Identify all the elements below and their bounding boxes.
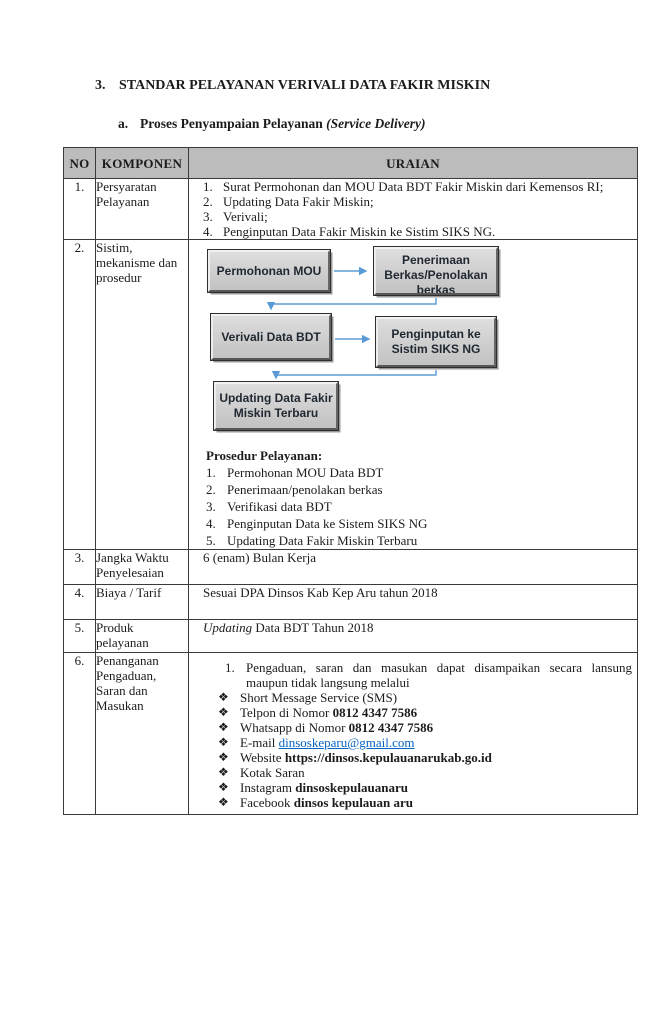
list-item: 1. Surat Permohonan dan MOU Data BDT Fakir Miskin dari Kemensos RI; bbox=[203, 179, 604, 194]
email-link[interactable]: dinsoskeparu@gmail.com bbox=[278, 735, 415, 750]
table-row-jangka-waktu bbox=[64, 550, 638, 585]
col-header-komponen: KOMPONEN bbox=[96, 148, 189, 179]
col-header-uraian: URAIAN bbox=[189, 148, 638, 179]
row5-uraian: Updating Data BDT Tahun 2018 bbox=[189, 620, 638, 653]
row2-komponen: Sistim, mekanisme dan prosedur bbox=[96, 240, 189, 550]
row6-komponen: Penanganan Pengaduan, Saran dan Masukan bbox=[96, 653, 189, 815]
subheading-letter: a. bbox=[118, 116, 129, 131]
list-item: 4. Penginputan Data Fakir Miskin ke Sistim SIKS NG. bbox=[203, 224, 496, 239]
diamond-bullet-icon: ❖ bbox=[218, 735, 229, 749]
bullet-item-email: ❖ E-mail dinsoskeparu@gmail.com bbox=[218, 735, 415, 750]
table-row-produk-pelayanan bbox=[64, 620, 638, 653]
subheading-italic: (Service Delivery) bbox=[326, 116, 426, 131]
pengaduan-paragraph: 1. Pengaduan, saran dan masukan dapat disampaikan secara lansung maupun tidak langsung melalui bbox=[225, 660, 632, 690]
flow-box-permohonan-mou: Permohonan MOU bbox=[208, 250, 330, 292]
section-heading bbox=[95, 78, 490, 94]
arrow-box4-box5 bbox=[276, 370, 436, 378]
bullet-item-whatsapp: ❖ Whatsapp di Nomor 0812 4347 7586 bbox=[218, 720, 434, 735]
list-item: 5. Updating Data Fakir Miskin Terbaru bbox=[206, 533, 418, 548]
row6-uraian bbox=[189, 653, 638, 815]
col-header-no: NO bbox=[64, 148, 96, 179]
bullet-item-sms: ❖ Short Message Service (SMS) bbox=[218, 690, 398, 705]
bullet-item-website: ❖ Website https://dinsos.kepulauanarukab.go.id bbox=[218, 750, 492, 765]
row5-komponen: Produk pelayanan bbox=[96, 620, 189, 653]
heading-number: 3. bbox=[95, 78, 106, 93]
diamond-bullet-icon: ❖ bbox=[218, 795, 229, 809]
service-standard-table bbox=[63, 147, 638, 815]
row1-uraian bbox=[189, 179, 638, 240]
diamond-bullet-icon: ❖ bbox=[218, 750, 229, 764]
heading-text: STANDAR PELAYANAN VERIVALI DATA FAKIR MISKIN bbox=[119, 78, 491, 93]
flow-box-penerimaan-berkas: Penerimaan Berkas/Penolakan berkas bbox=[374, 247, 498, 295]
row5-no: 5. bbox=[64, 620, 96, 653]
flow-box-updating-data: Updating Data Fakir Miskin Terbaru bbox=[214, 382, 338, 430]
list-item: 1. Permohonan MOU Data BDT bbox=[206, 465, 384, 480]
diamond-bullet-icon: ❖ bbox=[218, 780, 229, 794]
table-row-biaya-tarif bbox=[64, 585, 638, 620]
bullet-item-telpon: ❖ Telpon di Nomor 0812 4347 7586 bbox=[218, 705, 418, 720]
flow-box-penginputan-siks-ng: Penginputan ke Sistim SIKS NG bbox=[376, 317, 496, 367]
bullet-item-kotak-saran: ❖ Kotak Saran bbox=[218, 765, 305, 780]
table-header-row bbox=[64, 148, 638, 179]
row3-uraian: 6 (enam) Bulan Kerja bbox=[189, 550, 638, 585]
list-item: 2. Updating Data Fakir Miskin; bbox=[203, 194, 374, 209]
row3-no: 3. bbox=[64, 550, 96, 585]
row4-uraian: Sesuai DPA Dinsos Kab Kep Aru tahun 2018 bbox=[189, 585, 638, 620]
diamond-bullet-icon: ❖ bbox=[218, 765, 229, 779]
row4-komponen: Biaya / Tarif bbox=[96, 585, 189, 620]
row1-no: 1. bbox=[64, 179, 96, 240]
list-item: 3. Verivali; bbox=[203, 209, 268, 224]
list-item: 2. Penerimaan/penolakan berkas bbox=[206, 482, 383, 497]
table-row-penanganan-pengaduan bbox=[64, 653, 638, 815]
subheading-text: Proses Penyampaian Pelayanan bbox=[140, 116, 327, 131]
table-row-persyaratan bbox=[64, 179, 638, 240]
diamond-bullet-icon: ❖ bbox=[218, 705, 229, 719]
diamond-bullet-icon: ❖ bbox=[218, 690, 229, 704]
flow-box-verivali-data-bdt: Verivali Data BDT bbox=[211, 314, 331, 360]
row2-uraian bbox=[189, 240, 638, 550]
service-flowchart bbox=[189, 240, 638, 438]
row6-no: 6. bbox=[64, 653, 96, 815]
row2-no: 2. bbox=[64, 240, 96, 550]
list-item: 3. Verifikasi data BDT bbox=[206, 499, 332, 514]
row1-komponen: Persyaratan Pelayanan bbox=[96, 179, 189, 240]
section-subheading bbox=[118, 116, 425, 132]
arrow-box2-box3 bbox=[271, 298, 436, 309]
prosedur-pelayanan-block bbox=[189, 447, 637, 549]
list-item: 4. Penginputan Data ke Sistem SIKS NG bbox=[206, 516, 428, 531]
bullet-item-instagram: ❖ Instagram dinsoskepulauanaru bbox=[218, 780, 408, 795]
row4-no: 4. bbox=[64, 585, 96, 620]
diamond-bullet-icon: ❖ bbox=[218, 720, 229, 734]
table-row-sistim-mekanisme bbox=[64, 240, 638, 550]
row3-komponen: Jangka Waktu Penyelesaian bbox=[96, 550, 189, 585]
bullet-item-facebook: ❖ Facebook dinsos kepulauan aru bbox=[218, 795, 414, 810]
prosedur-title: Prosedur Pelayanan: bbox=[206, 448, 323, 463]
